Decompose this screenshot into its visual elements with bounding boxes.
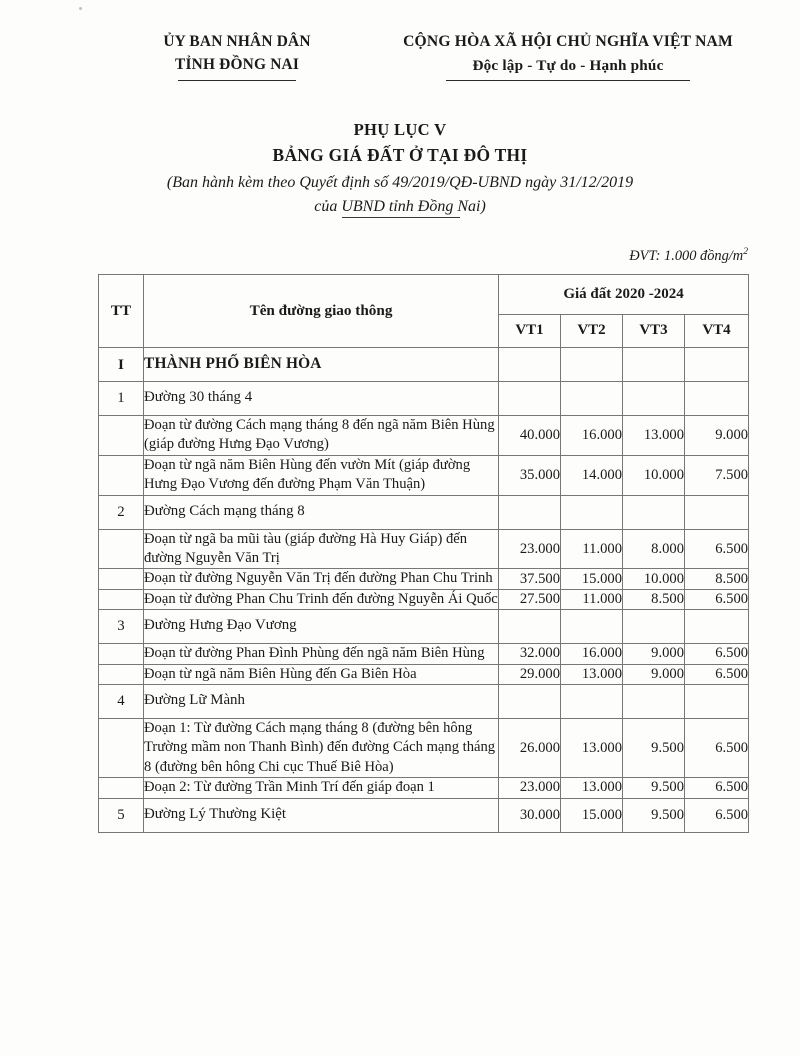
- cell-price-vt3: [623, 495, 685, 529]
- title-block: [0, 118, 800, 219]
- letterhead: [0, 30, 800, 81]
- cell-tt: 2: [99, 495, 144, 529]
- cell-price-vt3: 8.000: [623, 529, 685, 569]
- cell-tt: 1: [99, 382, 144, 416]
- cell-price-vt4: 6.500: [685, 719, 749, 778]
- table-row: [99, 382, 749, 416]
- cell-price-vt1: 23.000: [499, 778, 561, 798]
- table-row: [99, 644, 749, 664]
- table-row: [99, 664, 749, 684]
- motto-underline: [446, 80, 690, 81]
- cell-price-vt3: [623, 348, 685, 382]
- cell-price-vt4: [685, 685, 749, 719]
- cell-price-vt4: 7.500: [685, 455, 749, 495]
- cell-price-vt2: 14.000: [561, 455, 623, 495]
- column-header-price-group: Giá đất 2020 -2024: [499, 275, 749, 315]
- cell-price-vt2: 16.000: [561, 644, 623, 664]
- cell-price-vt1: 26.000: [499, 719, 561, 778]
- cell-road-name: Đoạn 1: Từ đường Cách mạng tháng 8 (đường bên hông Trường mầm non Thanh Bình) đến đường Cách mạng tháng 8 (đường bên hông Chi cục Thuế Biê Hòa): [144, 719, 499, 778]
- cell-price-vt3: 9.500: [623, 798, 685, 832]
- cell-tt: 4: [99, 685, 144, 719]
- issuing-authority: [92, 30, 382, 81]
- cell-price-vt1: [499, 495, 561, 529]
- cell-road-name: THÀNH PHỐ BIÊN HÒA: [144, 348, 499, 382]
- column-header-vt3: VT3: [623, 315, 685, 348]
- table-row: [99, 610, 749, 644]
- column-header-vt1: VT1: [499, 315, 561, 348]
- table-row: [99, 495, 749, 529]
- table-row: [99, 778, 749, 798]
- table-row: [99, 529, 749, 569]
- cell-price-vt2: 13.000: [561, 778, 623, 798]
- table-header-row-1: [99, 275, 749, 315]
- cell-price-vt1: [499, 685, 561, 719]
- cell-price-vt4: 8.500: [685, 569, 749, 589]
- decree-reference-line-1: (Ban hành kèm theo Quyết định số 49/2019/QĐ-UBND ngày 31/12/2019: [166, 174, 634, 192]
- cell-price-vt3: 10.000: [623, 455, 685, 495]
- cell-price-vt2: [561, 382, 623, 416]
- table-row: [99, 685, 749, 719]
- cell-price-vt1: [499, 610, 561, 644]
- cell-tt: [99, 529, 144, 569]
- unit-note: [629, 246, 748, 265]
- cell-tt: [99, 569, 144, 589]
- cell-price-vt2: [561, 348, 623, 382]
- table-row: [99, 589, 749, 609]
- cell-price-vt1: 35.000: [499, 455, 561, 495]
- cell-road-name: Đoạn từ ngã năm Biên Hùng đến Ga Biên Hòa: [144, 664, 499, 684]
- cell-price-vt2: 13.000: [561, 664, 623, 684]
- cell-tt: I: [99, 348, 144, 382]
- cell-tt: [99, 644, 144, 664]
- cell-price-vt1: [499, 382, 561, 416]
- cell-tt: [99, 455, 144, 495]
- table-row: [99, 455, 749, 495]
- cell-price-vt3: 8.500: [623, 589, 685, 609]
- national-header: [382, 30, 800, 81]
- table-header: [99, 275, 749, 348]
- decree-reference-line-2: của UBND tỉnh Đồng Nai): [314, 195, 486, 219]
- cell-price-vt4: [685, 495, 749, 529]
- national-motto: Độc lập - Tự do - Hạnh phúc: [472, 56, 664, 74]
- cell-price-vt3: 10.000: [623, 569, 685, 589]
- table-row: [99, 719, 749, 778]
- cell-price-vt3: 13.000: [623, 416, 685, 456]
- table-body: [99, 348, 749, 833]
- price-table-wrapper: [98, 274, 748, 833]
- cell-road-name: Đường Lữ Mành: [144, 685, 499, 719]
- cell-tt: [99, 719, 144, 778]
- column-header-vt4: VT4: [685, 315, 749, 348]
- cell-road-name: Đường Lý Thường Kiệt: [144, 798, 499, 832]
- cell-price-vt3: [623, 610, 685, 644]
- cell-price-vt4: 6.500: [685, 529, 749, 569]
- cell-price-vt4: [685, 610, 749, 644]
- table-row: [99, 348, 749, 382]
- nation-name: CỘNG HÒA XÃ HỘI CHỦ NGHĨA VIỆT NAM: [403, 33, 733, 50]
- cell-price-vt2: [561, 685, 623, 719]
- authority-underline: [178, 80, 296, 81]
- cell-price-vt4: [685, 382, 749, 416]
- appendix-label: PHỤ LỤC V: [353, 120, 447, 139]
- cell-price-vt1: 29.000: [499, 664, 561, 684]
- scan-speck: [79, 7, 82, 10]
- table-row: [99, 416, 749, 456]
- cell-price-vt1: 40.000: [499, 416, 561, 456]
- cell-road-name: Đoạn từ đường Cách mạng tháng 8 đến ngã năm Biên Hùng (giáp đường Hưng Đạo Vương): [144, 416, 499, 456]
- cell-tt: 3: [99, 610, 144, 644]
- cell-road-name: Đoạn từ ngã ba mũi tàu (giáp đường Hà Huy Giáp) đến đường Nguyễn Văn Trị: [144, 529, 499, 569]
- cell-price-vt3: [623, 685, 685, 719]
- cell-road-name: Đường Cách mạng tháng 8: [144, 495, 499, 529]
- column-header-road-name: Tên đường giao thông: [144, 275, 499, 348]
- cell-price-vt2: 15.000: [561, 569, 623, 589]
- cell-price-vt3: 9.500: [623, 719, 685, 778]
- cell-price-vt2: 15.000: [561, 798, 623, 832]
- table-row: [99, 798, 749, 832]
- unit-note-text: ĐVT: 1.000 đồng/m: [629, 247, 744, 264]
- cell-price-vt2: 16.000: [561, 416, 623, 456]
- cell-price-vt2: [561, 610, 623, 644]
- cell-tt: [99, 416, 144, 456]
- unit-note-superscript: 2: [743, 246, 748, 257]
- cell-road-name: Đoạn từ ngã năm Biên Hùng đến vườn Mít (giáp đường Hưng Đạo Vương đến đường Phạm Văn Thuận): [144, 455, 499, 495]
- cell-price-vt1: 32.000: [499, 644, 561, 664]
- column-header-tt: TT: [99, 275, 144, 348]
- land-price-table: [98, 274, 749, 833]
- table-row: [99, 569, 749, 589]
- cell-road-name: Đoạn 2: Từ đường Trần Minh Trí đến giáp đoạn 1: [144, 778, 499, 798]
- cell-price-vt2: 11.000: [561, 589, 623, 609]
- cell-price-vt4: [685, 348, 749, 382]
- cell-price-vt2: 11.000: [561, 529, 623, 569]
- cell-price-vt3: [623, 382, 685, 416]
- cell-price-vt2: [561, 495, 623, 529]
- cell-price-vt4: 6.500: [685, 589, 749, 609]
- column-header-vt2: VT2: [561, 315, 623, 348]
- page-title: BẢNG GIÁ ĐẤT Ở TẠI ĐÔ THỊ: [272, 144, 528, 165]
- cell-tt: [99, 664, 144, 684]
- cell-price-vt3: 9.500: [623, 778, 685, 798]
- cell-price-vt2: 13.000: [561, 719, 623, 778]
- cell-price-vt1: 37.500: [499, 569, 561, 589]
- cell-price-vt4: 6.500: [685, 644, 749, 664]
- cell-road-name: Đoạn từ đường Phan Đình Phùng đến ngã năm Biên Hùng: [144, 644, 499, 664]
- cell-price-vt1: 23.000: [499, 529, 561, 569]
- cell-road-name: Đường Hưng Đạo Vương: [144, 610, 499, 644]
- authority-line-1: ỦY BAN NHÂN DÂN: [163, 33, 311, 50]
- cell-price-vt3: 9.000: [623, 644, 685, 664]
- cell-price-vt4: 6.500: [685, 798, 749, 832]
- cell-road-name: Đường 30 tháng 4: [144, 382, 499, 416]
- cell-price-vt3: 9.000: [623, 664, 685, 684]
- cell-price-vt4: 6.500: [685, 664, 749, 684]
- cell-price-vt1: [499, 348, 561, 382]
- cell-road-name: Đoạn từ đường Phan Chu Trinh đến đường Nguyễn Ái Quốc: [144, 589, 499, 609]
- cell-price-vt1: 27.500: [499, 589, 561, 609]
- cell-road-name: Đoạn từ đường Nguyễn Văn Trị đến đường Phan Chu Trinh: [144, 569, 499, 589]
- cell-price-vt4: 6.500: [685, 778, 749, 798]
- cell-tt: 5: [99, 798, 144, 832]
- authority-line-2: TỈNH ĐỒNG NAI: [174, 56, 300, 74]
- cell-price-vt1: 30.000: [499, 798, 561, 832]
- cell-tt: [99, 589, 144, 609]
- cell-price-vt4: 9.000: [685, 416, 749, 456]
- cell-tt: [99, 778, 144, 798]
